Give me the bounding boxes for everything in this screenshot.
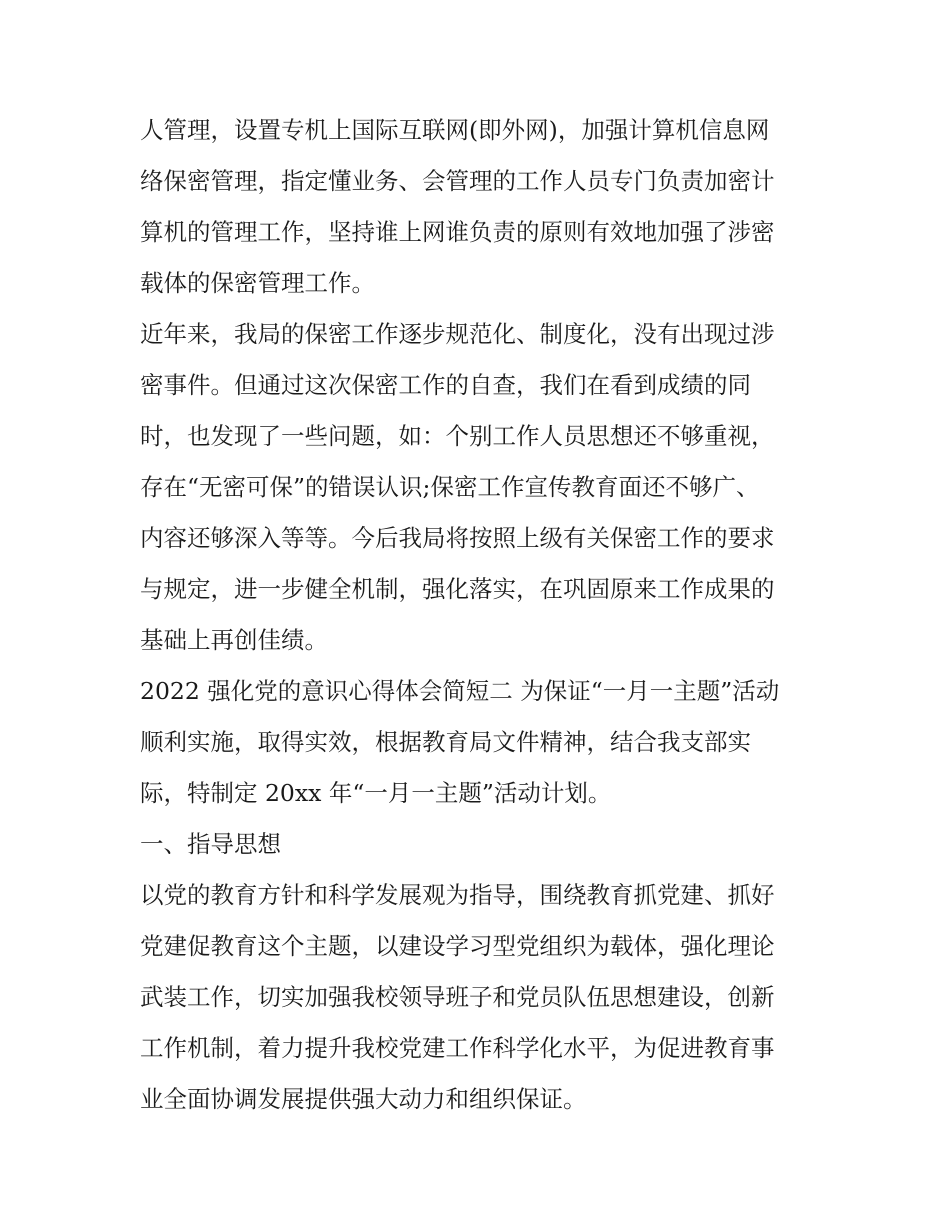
text-line: 存在“无密可保”的错误认识;保密工作宣传教育面还不够广、 xyxy=(140,473,760,501)
text-line: 武装工作，切实加强我校领导班子和党员队伍思想建设，创新 xyxy=(140,983,775,1011)
text-line: 内容还够深入等等。今后我局将按照上级有关保密工作的要求 xyxy=(140,524,775,552)
text-line: 算机的管理工作，坚持谁上网谁负责的原则有效地加强了涉密 xyxy=(140,218,775,246)
text-line: 业全面协调发展提供强大动力和组织保证。 xyxy=(140,1085,587,1113)
text-line: 基础上再创佳绩。 xyxy=(140,626,328,654)
text-line: 与规定，进一步健全机制，强化落实，在巩固原来工作成果的 xyxy=(140,575,775,603)
text-line: 密事件。但通过这次保密工作的自查，我们在看到成绩的同 xyxy=(140,371,751,399)
text-line: 2022 强化党的意识心得体会简短二 为保证“一月一主题”活动 xyxy=(140,677,780,705)
text-line: 时，也发现了一些问题，如：个别工作人员思想还不够重视， xyxy=(140,422,775,450)
text-line: 络保密管理，指定懂业务、会管理的工作人员专门负责加密计 xyxy=(140,167,775,195)
text-line: 工作机制，着力提升我校党建工作科学化水平，为促进教育事 xyxy=(140,1034,775,1062)
text-line: 载体的保密管理工作。 xyxy=(140,269,375,297)
section-heading: 一、指导思想 xyxy=(140,830,281,858)
text-line: 党建促教育这个主题，以建设学习型党组织为载体，强化理论 xyxy=(140,932,775,960)
text-line: 顺利实施，取得实效，根据教育局文件精神，结合我支部实 xyxy=(140,728,751,756)
text-line: 近年来，我局的保密工作逐步规范化、制度化，没有出现过涉 xyxy=(140,320,775,348)
text-line: 人管理，设置专机上国际互联网(即外网)，加强计算机信息网 xyxy=(140,116,770,144)
text-line: 际，特制定 20xx 年“一月一主题”活动计划。 xyxy=(140,779,612,807)
document-body xyxy=(140,105,820,1125)
text-line: 以党的教育方针和科学发展观为指导，围绕教育抓党建、抓好 xyxy=(140,881,775,909)
